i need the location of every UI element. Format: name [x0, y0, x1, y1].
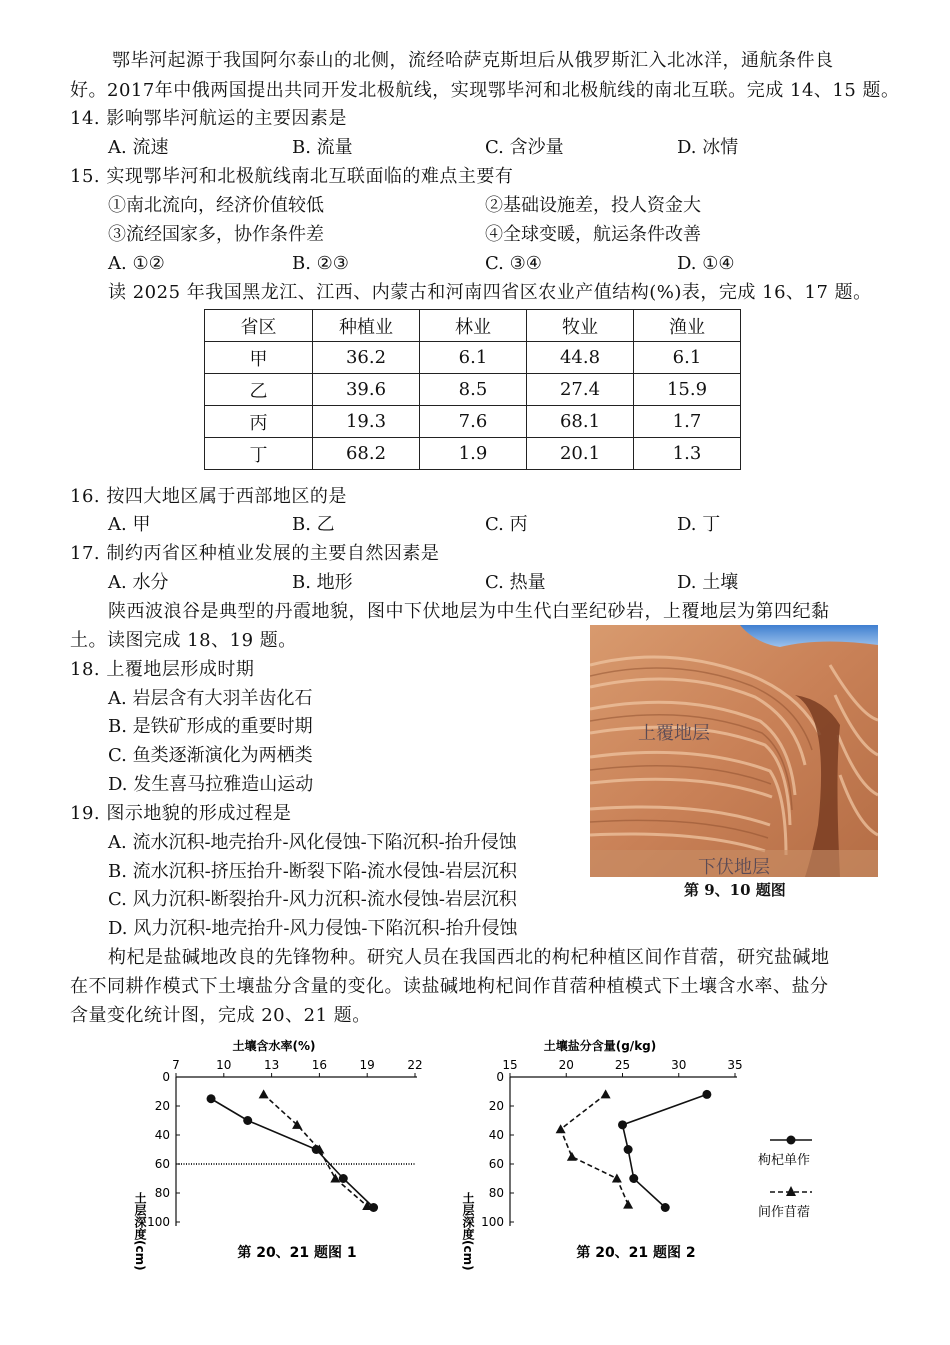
q18-option-a[interactable]: A. 岩层含有大羽羊齿化石: [108, 688, 313, 709]
chart-2: [481, 1058, 743, 1229]
legend-circle-marker: [787, 1136, 796, 1145]
legend-label-1: 枸杞单作: [758, 1153, 811, 1168]
table-cell: 甲: [205, 342, 313, 374]
table-header: 省区: [205, 310, 313, 342]
table-cell: 68.1: [527, 406, 634, 438]
data-point-triangle: [567, 1152, 577, 1161]
y-tick-label: 100: [147, 1215, 170, 1229]
table-cell: 68.2: [313, 438, 420, 470]
table-cell: 丙: [205, 406, 313, 438]
chart-2-title: 土壤盐分含量(g/kg): [543, 1039, 657, 1053]
photo-caption: 第 9、10 题图: [684, 881, 786, 899]
agri-output-table: [204, 309, 741, 470]
q17-stem: 17. 制约丙省区种植业发展的主要自然因素是: [70, 543, 440, 564]
y-tick-label: 60: [154, 1157, 170, 1171]
table-cell: 丁: [205, 438, 313, 470]
table-cell: 15.9: [634, 374, 741, 406]
q15-statement-4: ④全球变暖，航运条件改善: [485, 224, 701, 245]
table-header: 种植业: [313, 310, 420, 342]
sandstone-illustration: [590, 625, 878, 877]
q19-option-a[interactable]: A. 流水沉积-地壳抬升-风化侵蚀-下陷沉积-抬升侵蚀: [108, 832, 517, 853]
y-tick-label: 20: [154, 1099, 170, 1113]
series-line-1: [623, 1094, 707, 1207]
legend-triangle-marker: [786, 1186, 796, 1196]
q16-option-d[interactable]: D. 丁: [677, 514, 721, 535]
data-point-circle: [629, 1174, 638, 1183]
q18-option-b[interactable]: B. 是铁矿形成的重要时期: [108, 716, 313, 737]
passage-1-line-1: 鄂毕河起源于我国阿尔泰山的北侧，流经哈萨克斯坦后从俄罗斯汇入北冰洋，通航条件良: [112, 50, 834, 71]
q19-stem: 19. 图示地貌的形成过程是: [70, 803, 292, 824]
legend-label-2: 间作苜蓿: [758, 1205, 811, 1220]
y-tick-label: 40: [154, 1128, 170, 1142]
table-cell: 27.4: [527, 374, 634, 406]
x-tick-label: 19: [359, 1058, 375, 1072]
q15-statement-1: ①南北流向，经济价值较低: [108, 195, 324, 216]
chart-legend: [758, 1136, 812, 1221]
q14-option-d[interactable]: D. 冰情: [677, 137, 739, 158]
q18-stem: 18. 上覆地层形成时期: [70, 659, 255, 680]
table-row: [205, 342, 741, 374]
q17-option-b[interactable]: B. 地形: [292, 572, 353, 593]
table-cell: 1.9: [420, 438, 527, 470]
q15-statement-3: ③流经国家多，协作条件差: [108, 224, 324, 245]
table-header: 牧业: [527, 310, 634, 342]
q19-option-b[interactable]: B. 流水沉积-挤压抬升-断裂下陷-流水侵蚀-岩层沉积: [108, 861, 517, 882]
series-line-2: [561, 1094, 629, 1204]
q15-option-a[interactable]: A. ①②: [108, 253, 165, 274]
y-tick-label: 0: [162, 1070, 170, 1084]
table-cell: 1.3: [634, 438, 741, 470]
q16-option-b[interactable]: B. 乙: [292, 514, 335, 535]
passage-4-line-1: 枸杞是盐碱地改良的先锋物种。研究人员在我国西北的枸杞种植区间作苜蓿，研究盐碱地: [108, 947, 830, 968]
data-point-circle: [624, 1145, 633, 1154]
x-tick-label: 20: [558, 1058, 574, 1072]
passage-2: 读 2025 年我国黑龙江、江西、内蒙古和河南四省区农业产值结构(%)表，完成 16、17 题。: [108, 282, 872, 303]
y-tick-label: 40: [488, 1128, 504, 1142]
table-row: [205, 374, 741, 406]
data-point-triangle: [601, 1089, 611, 1098]
photo-label-lower: 下伏地层: [698, 857, 770, 877]
passage-4-line-3: 含量变化统计图，完成 20、21 题。: [70, 1005, 371, 1026]
data-point-circle: [661, 1203, 670, 1212]
data-point-circle: [243, 1116, 252, 1125]
x-tick-label: 13: [263, 1058, 280, 1072]
table-row: [205, 438, 741, 470]
x-tick-label: 16: [311, 1058, 328, 1072]
x-tick-label: 22: [407, 1058, 423, 1072]
chart-1-caption: 第 20、21 题图 1: [237, 1245, 357, 1261]
table-cell: 39.6: [313, 374, 420, 406]
q18-option-d[interactable]: D. 发生喜马拉雅造山运动: [108, 774, 314, 795]
chart-1: [147, 1058, 423, 1229]
q16-option-a[interactable]: A. 甲: [108, 514, 151, 535]
table-cell: 6.1: [420, 342, 527, 374]
q18-option-c[interactable]: C. 鱼类逐渐演化为两栖类: [108, 745, 313, 766]
x-tick-label: 30: [671, 1058, 687, 1072]
passage-3-line-2: 土。读图完成 18、19 题。: [70, 630, 297, 651]
q17-option-c[interactable]: C. 热量: [485, 572, 546, 593]
y-tick-label: 20: [488, 1099, 504, 1113]
data-point-triangle: [259, 1089, 269, 1098]
q15-option-c[interactable]: C. ③④: [485, 253, 542, 274]
table-cell: 1.7: [634, 406, 741, 438]
passage-3-line-1: 陕西波浪谷是典型的丹霞地貌，图中下伏地层为中生代白垩纪砂岩，上覆地层为第四纪黏: [108, 601, 830, 622]
chart-1-title: 土壤含水率(%): [232, 1039, 316, 1053]
x-tick-label: 10: [216, 1058, 232, 1072]
data-point-triangle: [623, 1200, 633, 1209]
table-cell: 7.6: [420, 406, 527, 438]
wave-valley-photo: [590, 625, 878, 877]
y-tick-label: 80: [488, 1186, 504, 1200]
table-cell: 44.8: [527, 342, 634, 374]
q16-option-c[interactable]: C. 丙: [485, 514, 528, 535]
table-header: 渔业: [634, 310, 741, 342]
q15-option-d[interactable]: D. ①④: [677, 253, 735, 274]
data-point-circle: [339, 1174, 348, 1183]
chart-1-ylabel: 土层深度(cm): [133, 1192, 147, 1271]
q15-statement-2: ②基础设施差，投人资金大: [485, 195, 701, 216]
q19-option-c[interactable]: C. 风力沉积-断裂抬升-风力沉积-流水侵蚀-岩层沉积: [108, 889, 517, 910]
x-tick-label: 7: [172, 1058, 180, 1072]
table-header-row: [205, 310, 741, 342]
data-point-circle: [207, 1094, 216, 1103]
q15-stem: 15. 实现鄂毕河和北极航线南北互联面临的难点主要有: [70, 166, 514, 187]
q17-option-a[interactable]: A. 水分: [108, 572, 169, 593]
q14-option-b[interactable]: B. 流量: [292, 137, 353, 158]
table-cell: 8.5: [420, 374, 527, 406]
charts-area: [0, 1030, 950, 1290]
q17-option-d[interactable]: D. 土壤: [677, 572, 739, 593]
chart-2-ylabel: 土层深度(cm): [461, 1192, 475, 1271]
data-point-circle: [618, 1120, 627, 1129]
passage-4-line-2: 在不同耕作模式下土壤盐分含量的变化。读盐碱地枸杞间作苜蓿种植模式下土壤含水率、盐分: [70, 976, 829, 997]
q19-option-d[interactable]: D. 风力沉积-地壳抬升-风力侵蚀-下陷沉积-抬升侵蚀: [108, 918, 518, 939]
table-cell: 19.3: [313, 406, 420, 438]
y-tick-label: 0: [496, 1070, 504, 1084]
table-cell: 20.1: [527, 438, 634, 470]
x-tick-label: 35: [727, 1058, 743, 1072]
q14-option-a[interactable]: A. 流速: [108, 137, 169, 158]
x-tick-label: 15: [502, 1058, 518, 1072]
table-row: [205, 406, 741, 438]
y-tick-label: 80: [154, 1186, 170, 1200]
table-cell: 乙: [205, 374, 313, 406]
x-tick-label: 25: [614, 1058, 631, 1072]
data-point-circle: [702, 1090, 711, 1099]
q14-stem: 14. 影响鄂毕河航运的主要因素是: [70, 108, 347, 129]
y-tick-label: 100: [481, 1215, 504, 1229]
q16-stem: 16. 按四大地区属于西部地区的是: [70, 486, 347, 507]
q15-option-b[interactable]: B. ②③: [292, 253, 349, 274]
table-cell: 36.2: [313, 342, 420, 374]
data-point-triangle: [612, 1174, 622, 1183]
q14-option-c[interactable]: C. 含沙量: [485, 137, 564, 158]
chart-2-caption: 第 20、21 题图 2: [576, 1245, 696, 1261]
passage-1-line-2: 好。2017年中俄两国提出共同开发北极航线，实现鄂毕河和北极航线的南北互联。完成 14、15 题。: [70, 80, 900, 101]
table-header: 林业: [420, 310, 527, 342]
photo-label-upper: 上覆地层: [638, 723, 710, 744]
table-cell: 6.1: [634, 342, 741, 374]
y-tick-label: 60: [488, 1157, 504, 1171]
